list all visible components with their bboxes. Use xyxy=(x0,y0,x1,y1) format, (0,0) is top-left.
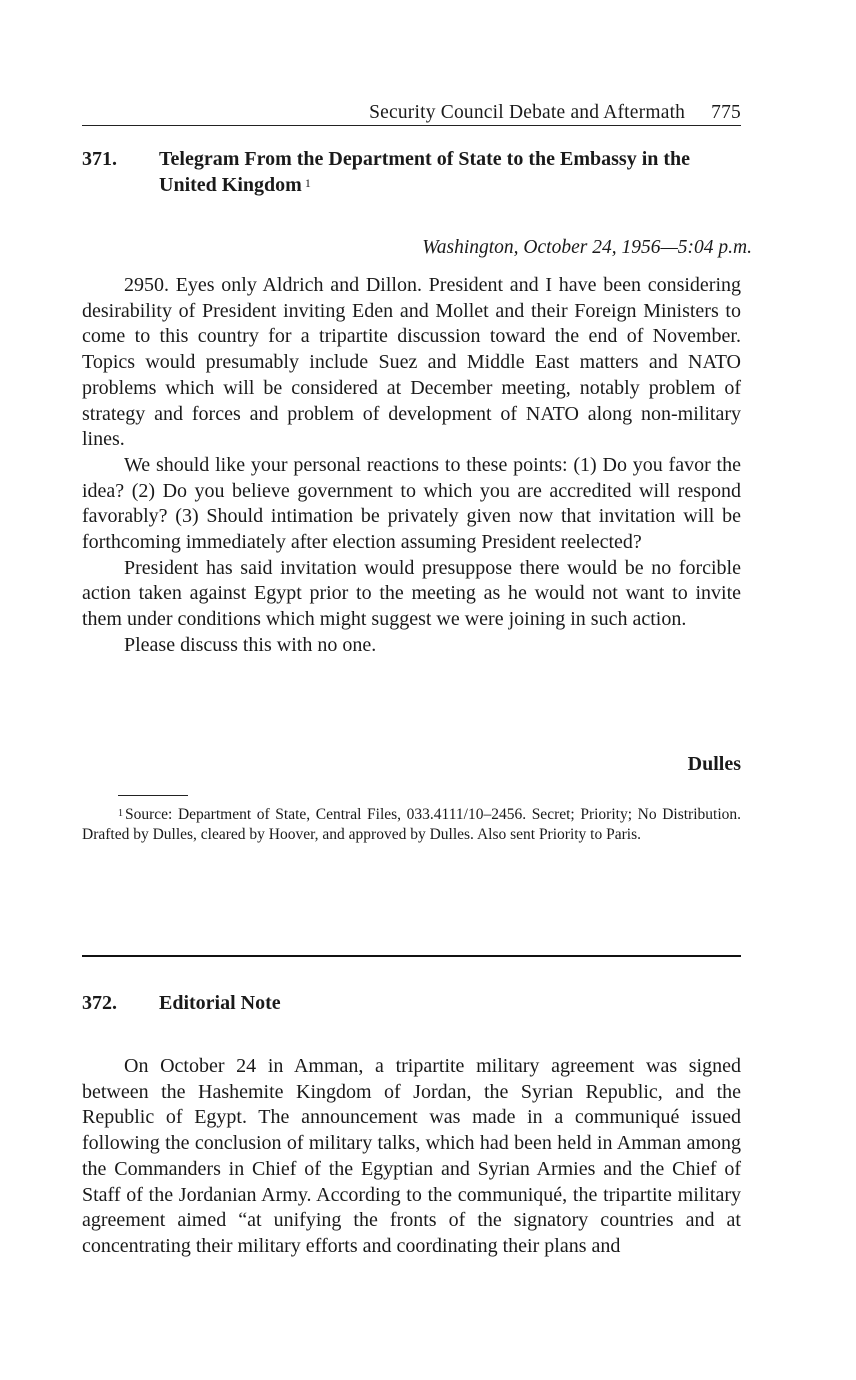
section-divider xyxy=(82,955,741,957)
footnote-divider xyxy=(118,795,188,796)
footnote-text: Source: Department of State, Central Files, 033.4111/10–2456. Secret; Priority; No Distribution. Drafted by Dulles, cleared by Hoover, and approved by Dulles. Also sent Priority to Paris. xyxy=(82,806,741,843)
document-title xyxy=(159,146,742,198)
paragraph: On October 24 in Amman, a tripartite military agreement was signed between the Hashemite Kingdom of Jordan, the Syrian Republic, and the Republic of Egypt. The announcement was made in a communiqué issued following the conclusion of military talks, which had been held in Amman among the Commanders in Chief of the Egyptian and Syrian Armies and the Chief of Staff of the Jordanian Army. According to the communiqué, the tripartite military agreement aimed “at unifying the fronts of the signatory countries and at concentrating their military efforts and coordinating their plans and xyxy=(82,1055,741,1257)
document-number: 371. xyxy=(82,148,117,170)
footnote xyxy=(82,805,741,845)
document-371-heading xyxy=(82,146,742,198)
running-head-title: Security Council Debate and Aftermath xyxy=(369,102,686,123)
document-372-heading xyxy=(82,990,742,1016)
paragraph: Please discuss this with no one. xyxy=(124,633,377,656)
document-number: 372. xyxy=(82,992,117,1014)
document-title-text: Telegram From the Department of State to the Embassy in the United Kingdom xyxy=(159,148,691,196)
running-head xyxy=(82,102,741,126)
dateline: Washington, October 24, 1956—5:04 p.m. xyxy=(422,237,752,258)
paragraph: We should like your personal reactions to these points: (1) Do you favor the idea? (2) Do you believe government to which you are accredited will respond favorably? (3) Should intimation be privately given now that invitation will be forthcoming immediately after election assuming President reelected? xyxy=(82,453,741,554)
document-372-body xyxy=(82,1054,741,1260)
footnote-marker: 1 xyxy=(118,808,123,819)
paragraph: 2950. Eyes only Aldrich and Dillon. President and I have been considering desirability of President inviting Eden and Mollet and their Foreign Ministers to come to this country for a tripartite discussion toward the end of November. Topics would presumably include Suez and Middle East matters and NATO problems which will be considered at December meeting, notably problem of strategy and forces and problem of development of NATO along non-military lines. xyxy=(82,274,741,451)
document-371-body xyxy=(82,273,741,659)
signature: Dulles xyxy=(687,753,741,775)
footnote-reference: 1 xyxy=(304,176,311,190)
paragraph: President has said invitation would presuppose there would be no forcible action taken against Egypt prior to the meeting as he would not want to invite them under conditions which might suggest we were joining in such action. xyxy=(82,556,741,631)
document-title: Editorial Note xyxy=(159,992,281,1014)
page-number: 775 xyxy=(711,102,741,123)
